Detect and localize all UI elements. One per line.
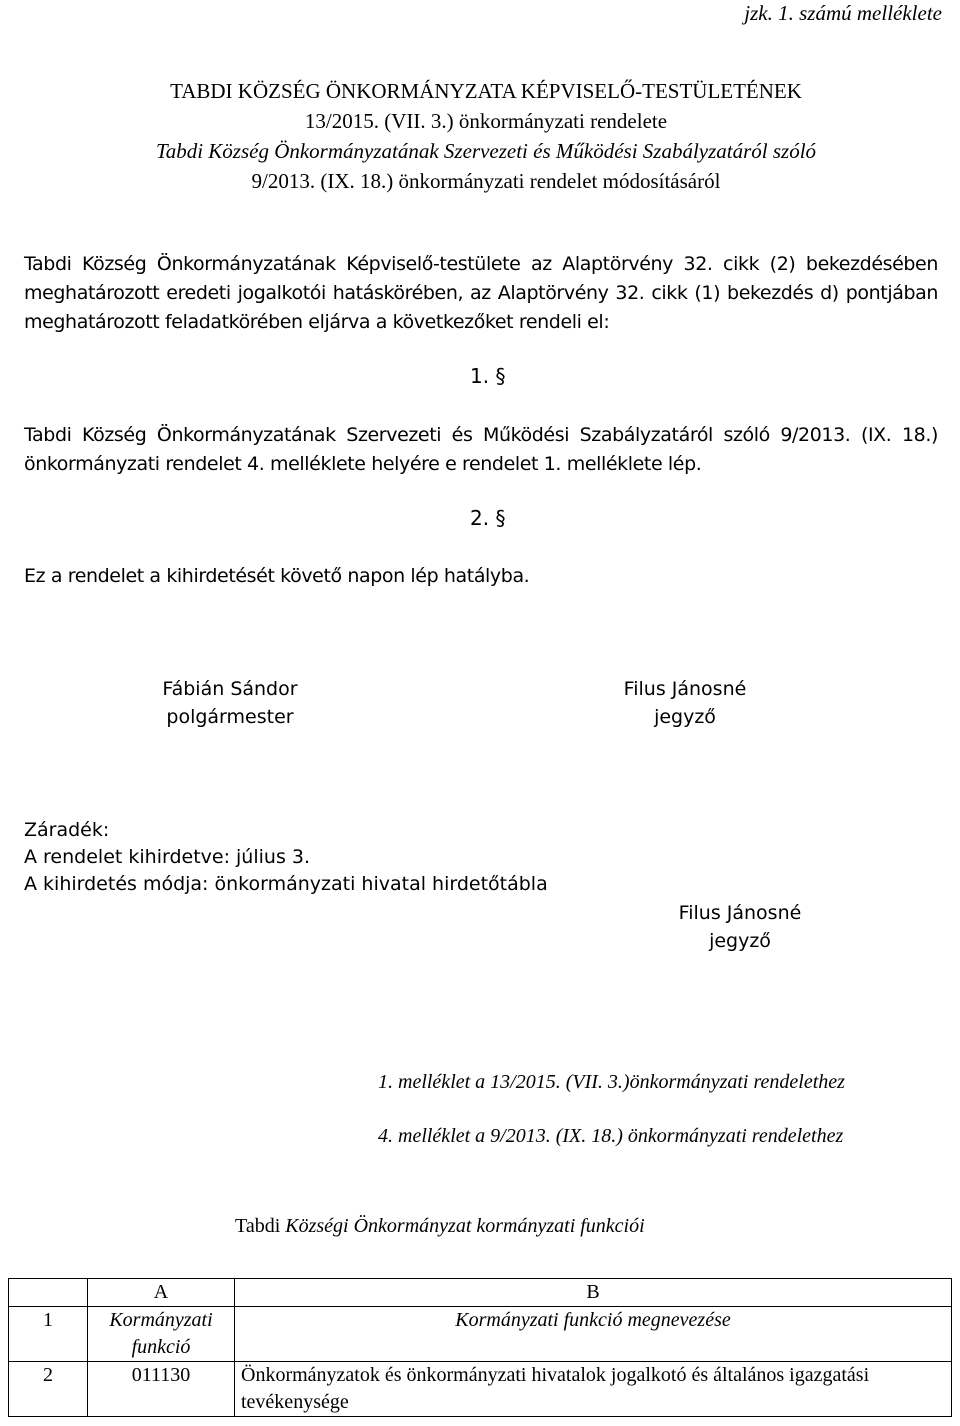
notary-signature-block (575, 675, 795, 731)
row-code: 011130 (88, 1362, 235, 1417)
title-line-amendment: 9/2013. (IX. 18.) önkormányzati rendelet módosításáról (251, 169, 721, 193)
annex-reference-original-decree (378, 1122, 843, 1150)
table-title-plain: Tabdi (235, 1215, 286, 1237)
clause-signature-block (630, 899, 850, 955)
table-title (235, 1212, 645, 1240)
row-number: 1 (9, 1307, 88, 1362)
section-1-text: Tabdi Község Önkormányzatának Szervezeti és Működési Szabályzatáról szóló 9/2013. (IX. 18.) önkormányzati rendelet 4. melléklete helyére e rendelet 1. melléklete lép. (24, 424, 938, 475)
clause-signer-name: Filus Jánosné (678, 902, 802, 924)
header-cell-blank (9, 1279, 88, 1307)
row-description: Kormányzati funkció megnevezése (235, 1307, 952, 1362)
annex-reference-new-decree (378, 1068, 845, 1096)
clause-heading: Záradék: (24, 819, 110, 841)
notary-name: Filus Jánosné (623, 678, 747, 700)
notary-title: jegyző (654, 706, 716, 728)
document-title (60, 76, 912, 196)
title-line-decree-number: 13/2015. (VII. 3.) önkormányzati rendelete (304, 109, 668, 133)
mayor-signature-block (120, 675, 340, 731)
row-code: Kormányzati funkció (88, 1307, 235, 1362)
annex-reference-note: jzk. 1. számú melléklete (744, 1, 942, 25)
row-number: 2 (9, 1362, 88, 1417)
table-title-italic: Községi Önkormányzat kormányzati funkciói (285, 1215, 645, 1237)
annex-ref2-text: 4. melléklet a 9/2013. (IX. 18.) önkormányzati rendelethez (378, 1125, 844, 1147)
preamble-paragraph: Tabdi Község Önkormányzatának Képviselő-testülete az Alaptörvény 32. cikk (2) bekezdésében meghatározott eredeti jogalkotói hatáskörében, az Alaptörvény 32. cikk (1) bekezdés d) pontjában meghatározott feladatkörében eljárva a következőket rendeli el: (24, 253, 938, 333)
section-2-text: Ez a rendelet a kihirdetését követő napon lép hatályba. (24, 565, 530, 587)
clause-signer-title: jegyző (709, 930, 771, 952)
table-header-row (9, 1279, 952, 1307)
table-row (9, 1307, 952, 1362)
mayor-title: polgármester (166, 706, 294, 728)
table-row (9, 1362, 952, 1417)
mayor-name: Fábián Sándor (162, 678, 298, 700)
row-description: Önkormányzatok és önkormányzati hivatalok jogalkotó és általános igazgatási tevékenysége (235, 1362, 952, 1417)
annex-ref1-text: 1. melléklet a 13/2015. (VII. 3.)önkormányzati rendelethez (378, 1071, 845, 1093)
government-functions-table (8, 1278, 952, 1417)
section-1-heading: 1. § (470, 364, 506, 388)
title-line-subject: Tabdi Község Önkormányzatának Szervezeti és Működési Szabályzatáról szóló (155, 139, 817, 163)
header-cell-a: A (88, 1279, 235, 1307)
clause-promulgation-method: A kihirdetés módja: önkormányzati hivatal hirdetőtábla (24, 873, 548, 895)
clause-block (24, 817, 548, 898)
clause-promulgation-date: A rendelet kihirdetve: július 3. (24, 846, 311, 868)
header-cell-b: B (235, 1279, 952, 1307)
title-line-authority: TABDI KÖZSÉG ÖNKORMÁNYZATA KÉPVISELŐ-TESTÜLETÉNEK (170, 79, 802, 103)
section-2-heading: 2. § (470, 506, 506, 530)
